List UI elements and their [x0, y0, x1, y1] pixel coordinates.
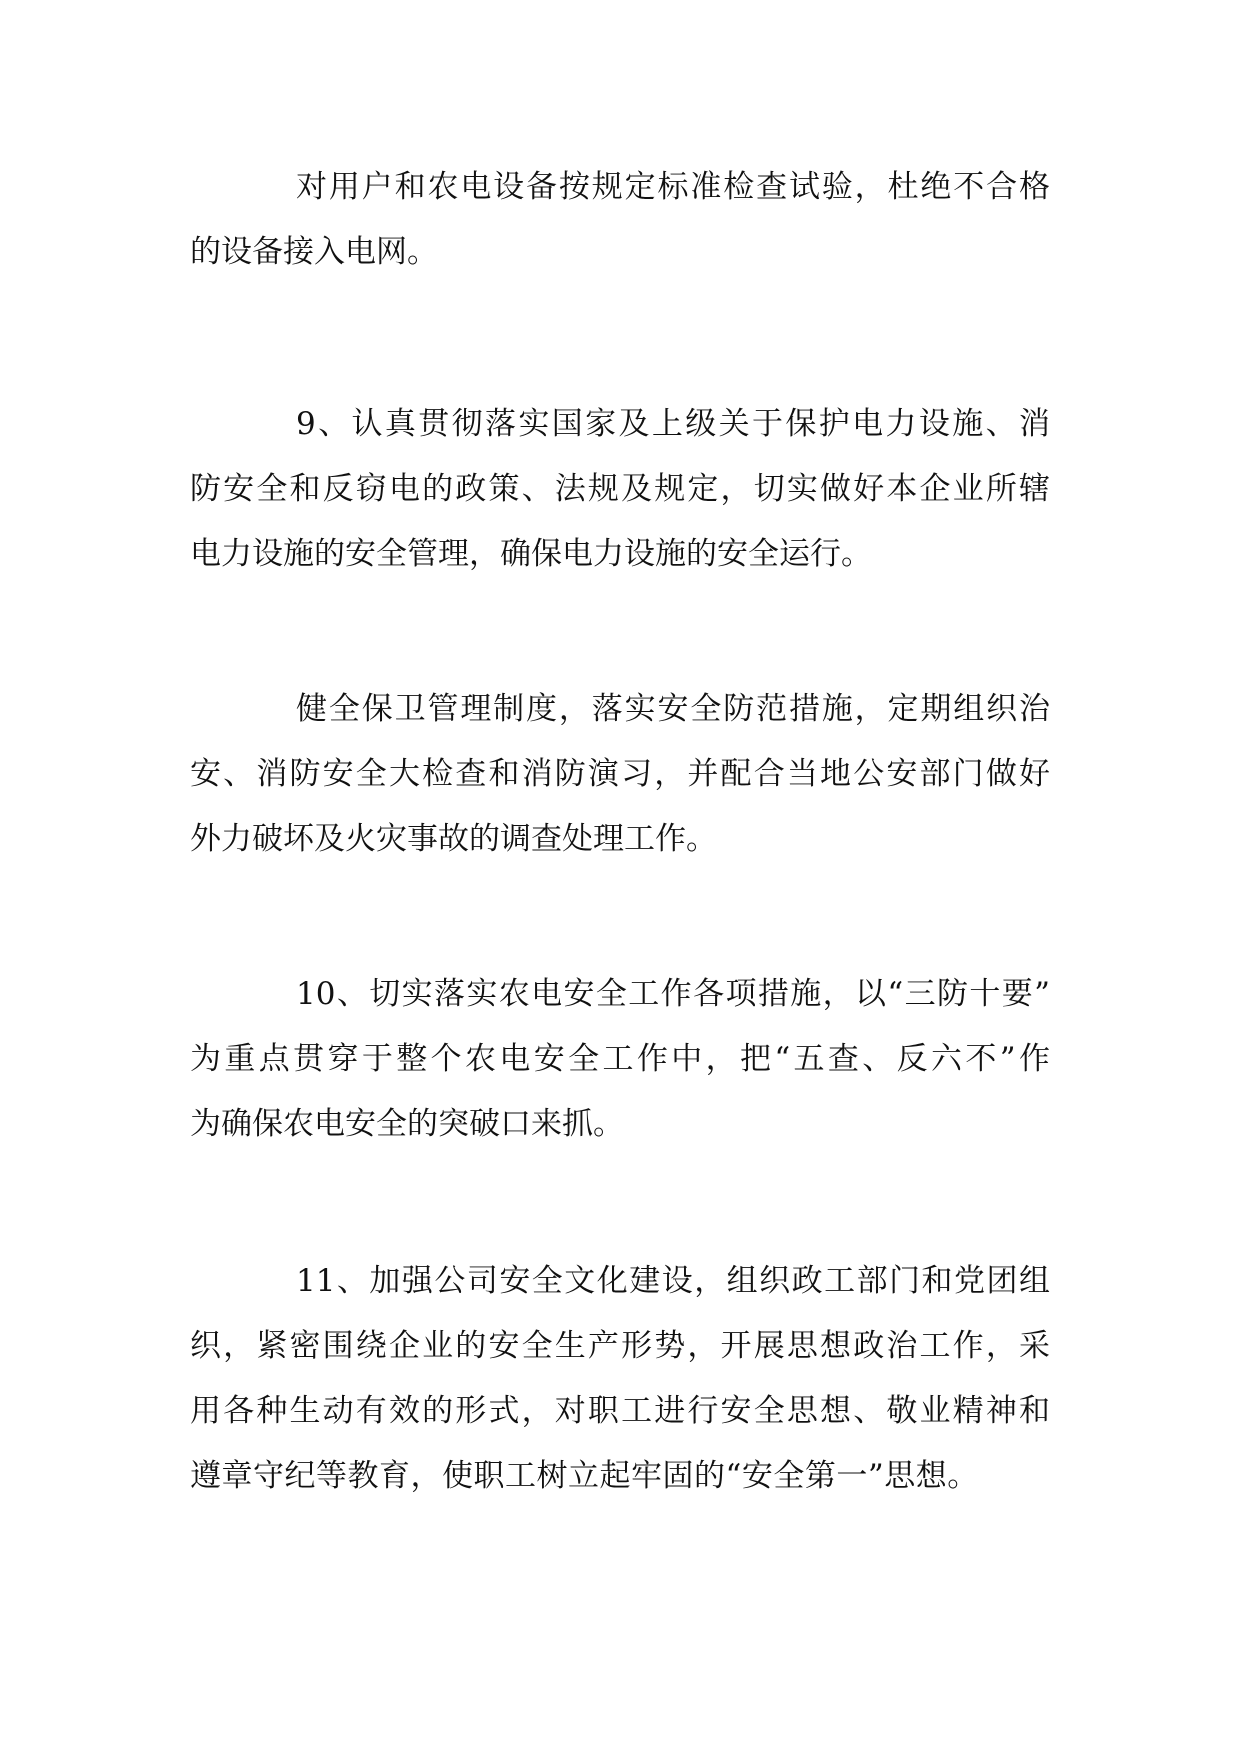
text-line: 为重点贯穿于整个农电安全工作中，把“五查、反六不”作 — [190, 1041, 1050, 1077]
paragraph-item-9 — [190, 392, 1050, 587]
paragraph-security-management — [190, 677, 1050, 872]
text-line: 健全保卫管理制度，落实安全防范措施，定期组织治 — [296, 691, 1050, 727]
text-line: 对用户和农电设备按规定标准检查试验，杜绝不合格 — [296, 169, 1050, 205]
paragraph-item-11 — [190, 1249, 1050, 1509]
paragraph-item-10 — [190, 962, 1050, 1157]
text-line: 10、切实落实农电安全工作各项措施，以“三防十要” — [296, 976, 1050, 1012]
text-line: 遵章守纪等教育，使职工树立起牢固的“安全第一”思想。 — [190, 1458, 979, 1494]
text-line: 安、消防安全大检查和消防演习，并配合当地公安部门做好 — [190, 756, 1050, 792]
text-line: 9、认真贯彻落实国家及上级关于保护电力设施、消 — [296, 406, 1050, 442]
paragraph-equipment-inspection — [190, 155, 1050, 285]
text-line: 织，紧密围绕企业的安全生产形势，开展思想政治工作，采 — [190, 1328, 1050, 1364]
text-line: 为确保农电安全的突破口来抓。 — [190, 1106, 624, 1142]
text-line: 用各种生动有效的形式，对职工进行安全思想、敬业精神和 — [190, 1393, 1050, 1429]
text-line: 防安全和反窃电的政策、法规及规定，切实做好本企业所辖 — [190, 471, 1050, 507]
text-line: 11、加强公司安全文化建设，组织政工部门和党团组 — [296, 1263, 1050, 1299]
text-line: 外力破坏及火灾事故的调查处理工作。 — [190, 821, 717, 857]
text-line: 电力设施的安全管理，确保电力设施的安全运行。 — [190, 536, 872, 572]
text-line: 的设备接入电网。 — [190, 234, 438, 270]
